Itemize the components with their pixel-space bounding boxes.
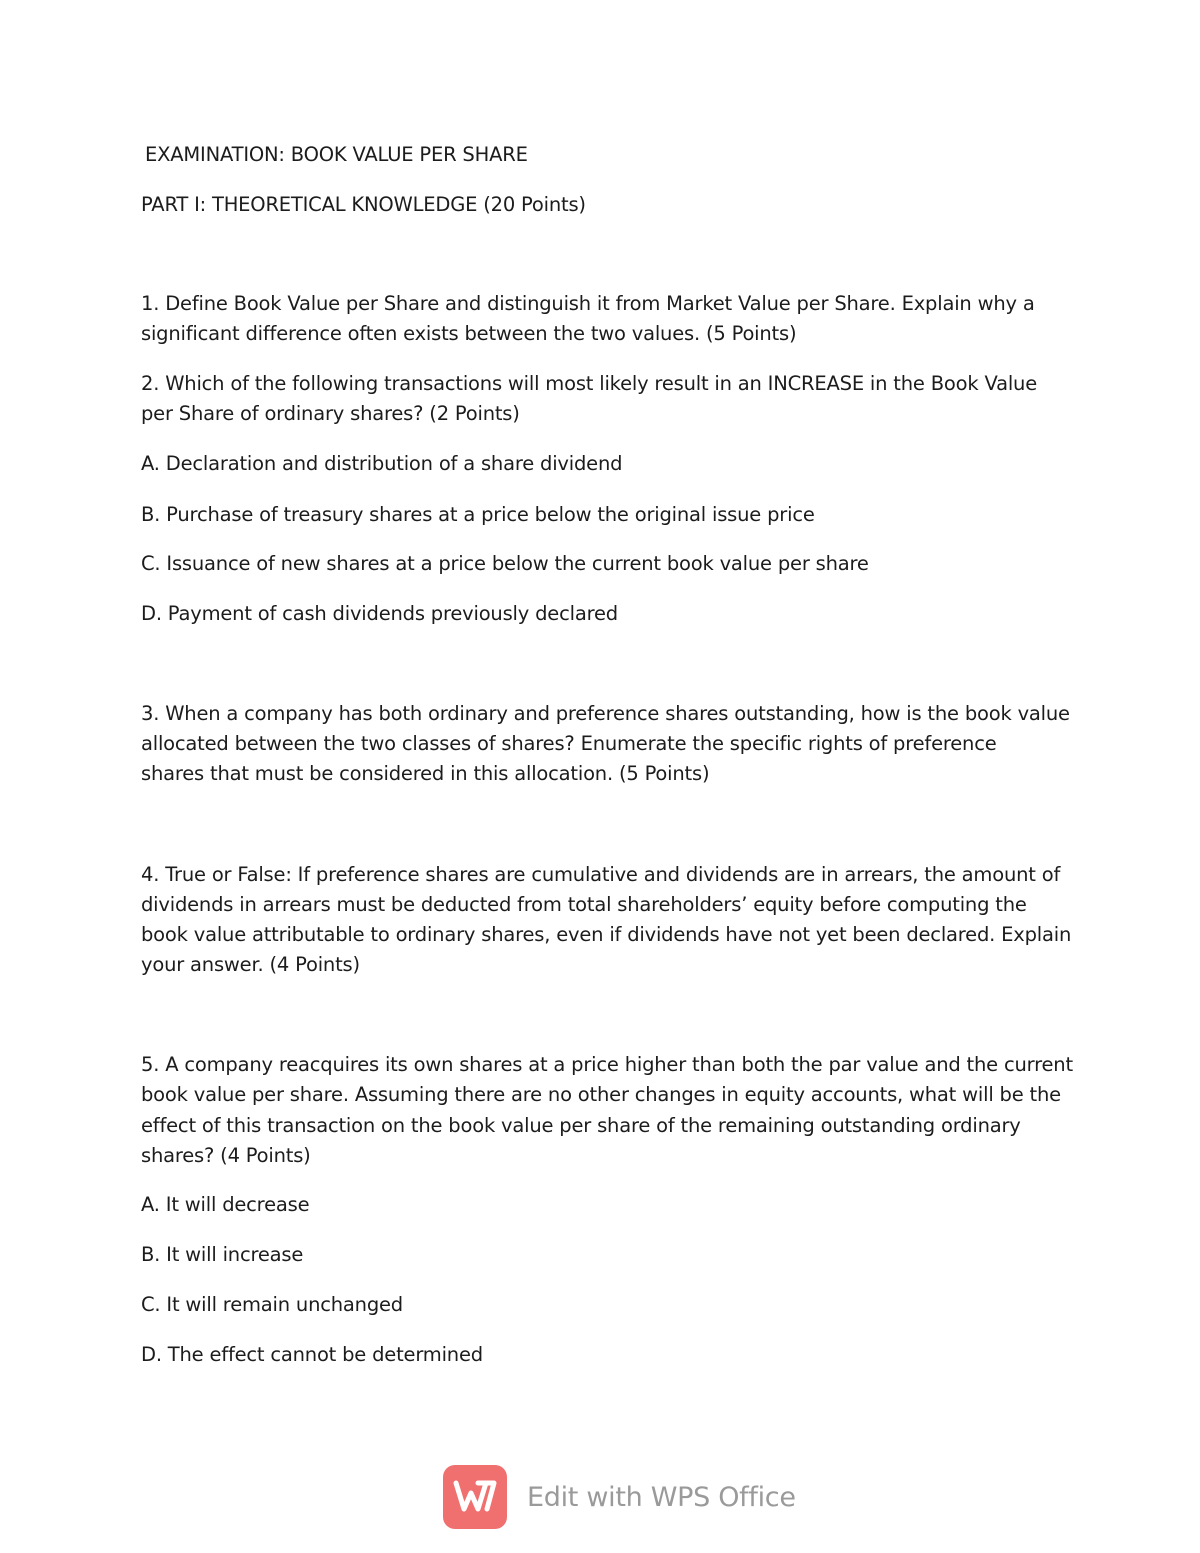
question-3-line-1: 3. When a company has both ordinary and preference shares outstanding, how is the book value [141,702,1070,725]
question-1-line-2: significant difference often exists between the two values. (5 Points) [141,322,797,345]
question-5-line-2: book value per share. Assuming there are no other changes in equity accounts, what will be the [141,1083,1061,1106]
question-5-line-4: shares? (4 Points) [141,1144,311,1167]
question-2-line-2: per Share of ordinary shares? (2 Points) [141,402,520,425]
wps-watermark[interactable] [443,1464,796,1530]
question-4-line-1: 4. True or False: If preference shares are cumulative and dividends are in arrears, the amount of [141,863,1061,886]
question-1-line-1: 1. Define Book Value per Share and distinguish it from Market Value per Share. Explain why a [141,292,1035,315]
question-2-option-b: B. Purchase of treasury shares at a price below the original issue price [141,503,815,526]
question-5-line-3: effect of this transaction on the book value per share of the remaining outstanding ordinary [141,1114,1021,1137]
question-4-line-2: dividends in arrears must be deducted from total shareholders’ equity before computing the [141,893,1027,916]
question-3-line-3: shares that must be considered in this allocation. (5 Points) [141,762,710,785]
question-3-line-2: allocated between the two classes of shares? Enumerate the specific rights of preference [141,732,997,755]
question-5-option-a: A. It will decrease [141,1193,310,1216]
wps-watermark-text: Edit with WPS Office [527,1481,796,1513]
question-2-line-1: 2. Which of the following transactions will most likely result in an INCREASE in the Book Value [141,372,1037,395]
question-2-option-a: A. Declaration and distribution of a share dividend [141,452,623,475]
exam-title: EXAMINATION: BOOK VALUE PER SHARE [145,143,528,166]
question-5-option-c: C. It will remain unchanged [141,1293,403,1316]
question-4-line-4: your answer. (4 Points) [141,953,360,976]
question-4-line-3: book value attributable to ordinary shares, even if dividends have not yet been declared. Explain [141,923,1072,946]
question-2-option-d: D. Payment of cash dividends previously declared [141,602,618,625]
question-5-option-b: B. It will increase [141,1243,304,1266]
wps-logo-icon [443,1465,507,1529]
question-5-line-1: 5. A company reacquires its own shares at a price higher than both the par value and the current [141,1053,1073,1076]
part-heading: PART I: THEORETICAL KNOWLEDGE (20 Points) [141,193,586,216]
question-5-option-d: D. The effect cannot be determined [141,1343,483,1366]
question-2-option-c: C. Issuance of new shares at a price below the current book value per share [141,552,869,575]
